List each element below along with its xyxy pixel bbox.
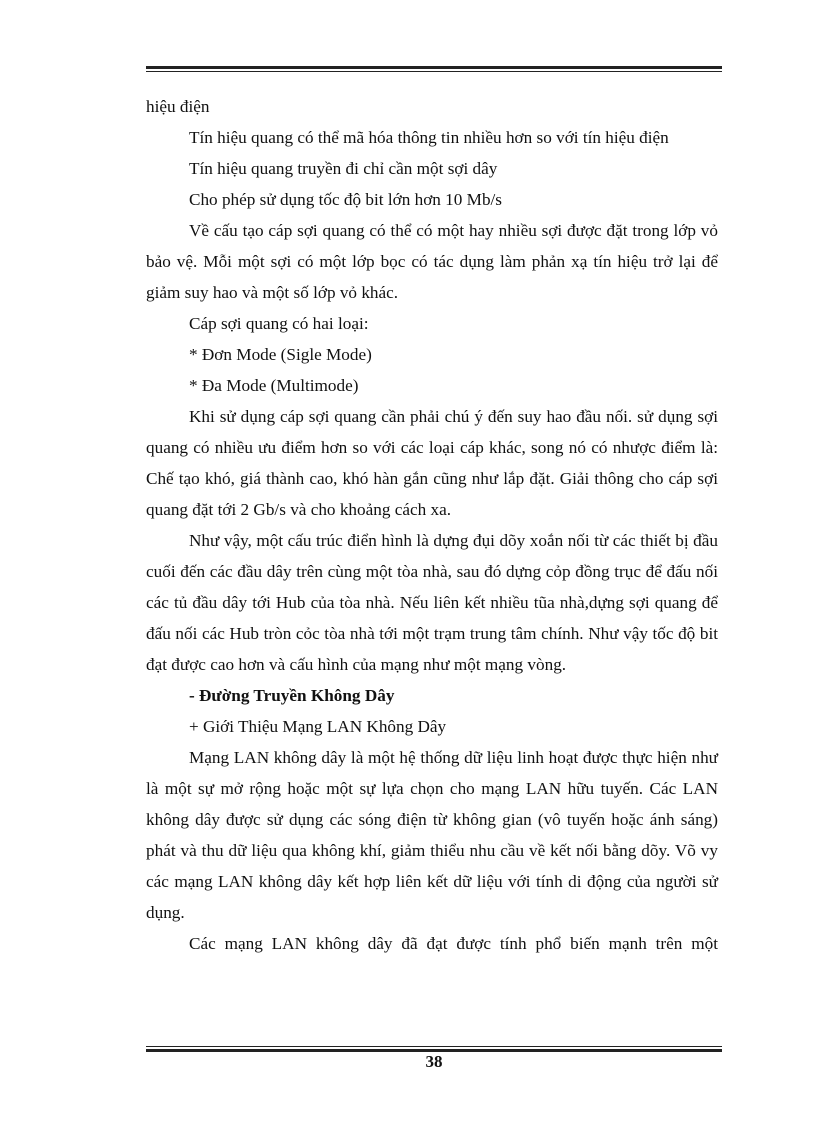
section-heading: - Đường Truyền Không Dây <box>189 686 395 705</box>
paragraph: Mạng LAN không dây là một hệ thống dữ liệu linh hoạt được thực hiện như là một sự mở rộng hoặc một sự lựa chọn cho mạng LAN hữu tuyến. Các LAN không dây được sử dụng các sóng điện từ không gian (vô tuyến hoặc ánh sáng) phát và thu dữ liệu qua không khí, giảm thiểu nhu cầu về kết nối bằng dõy. Võ vy các mạng LAN không dây kết hợp liên kết dữ liệu với tính di động của người sử dụng. <box>146 748 718 922</box>
page-number: 38 <box>425 1052 443 1071</box>
page-body <box>146 91 718 959</box>
paragraph: Cáp sợi quang có hai loại: <box>189 314 369 333</box>
paragraph: Về cấu tạo cáp sợi quang có thể có một hay nhiều sợi được đặt trong lớp vỏ bảo vệ. Mỗi một sợi có một lớp bọc có tác dụng làm phản xạ tín hiệu trở lại để giảm suy hao và một số lớp vỏ khác. <box>146 221 718 302</box>
paragraph: Cho phép sử dụng tốc độ bit lớn hơn 10 Mb/s <box>189 190 503 209</box>
list-item: * Đơn Mode (Sigle Mode) <box>189 345 372 364</box>
header-rule <box>146 66 722 72</box>
paragraph: Các mạng LAN không dây đã đạt được tính phổ biến mạnh trên một <box>189 934 718 953</box>
paragraph: hiệu điện <box>146 97 210 116</box>
paragraph: Khi sử dụng cáp sợi quang cần phải chú ý đến suy hao đầu nối. sử dụng sợi quang có nhiều ưu điểm hơn so với các loại cáp khác, song nó có nhược điểm là: Chế tạo khó, giá thành cao, khó hàn gắn cũng như lắp đặt. Giải thông cho cáp sợi quang đặt tới 2 Gb/s và cho khoảng cách xa. <box>146 407 718 519</box>
paragraph: Như vậy, một cấu trúc điển hình là dựng đụi dõy xoắn nối từ các thiết bị đầu cuối đến các đầu dây trên cùng một tòa nhà, sau đó dựng cỏp đồng trục để đấu nối các tủ đầu dây tới Hub của tòa nhà. Nếu liên kết nhiều tũa nhà,dựng sợi quang để đấu nối các Hub tròn cỏc tòa nhà tới một trạm trung tâm chính. Như vậy tốc độ bit đạt được cao hơn và cấu hình của mạng như một mạng vòng. <box>146 531 718 674</box>
subsection-heading: + Giới Thiệu Mạng LAN Không Dây <box>189 717 447 736</box>
paragraph: Tín hiệu quang có thể mã hóa thông tin nhiều hơn so với tín hiệu điện <box>189 128 669 147</box>
list-item: * Đa Mode (Multimode) <box>189 376 359 395</box>
paragraph: Tín hiệu quang truyền đi chỉ cần một sợi dây <box>189 159 498 178</box>
